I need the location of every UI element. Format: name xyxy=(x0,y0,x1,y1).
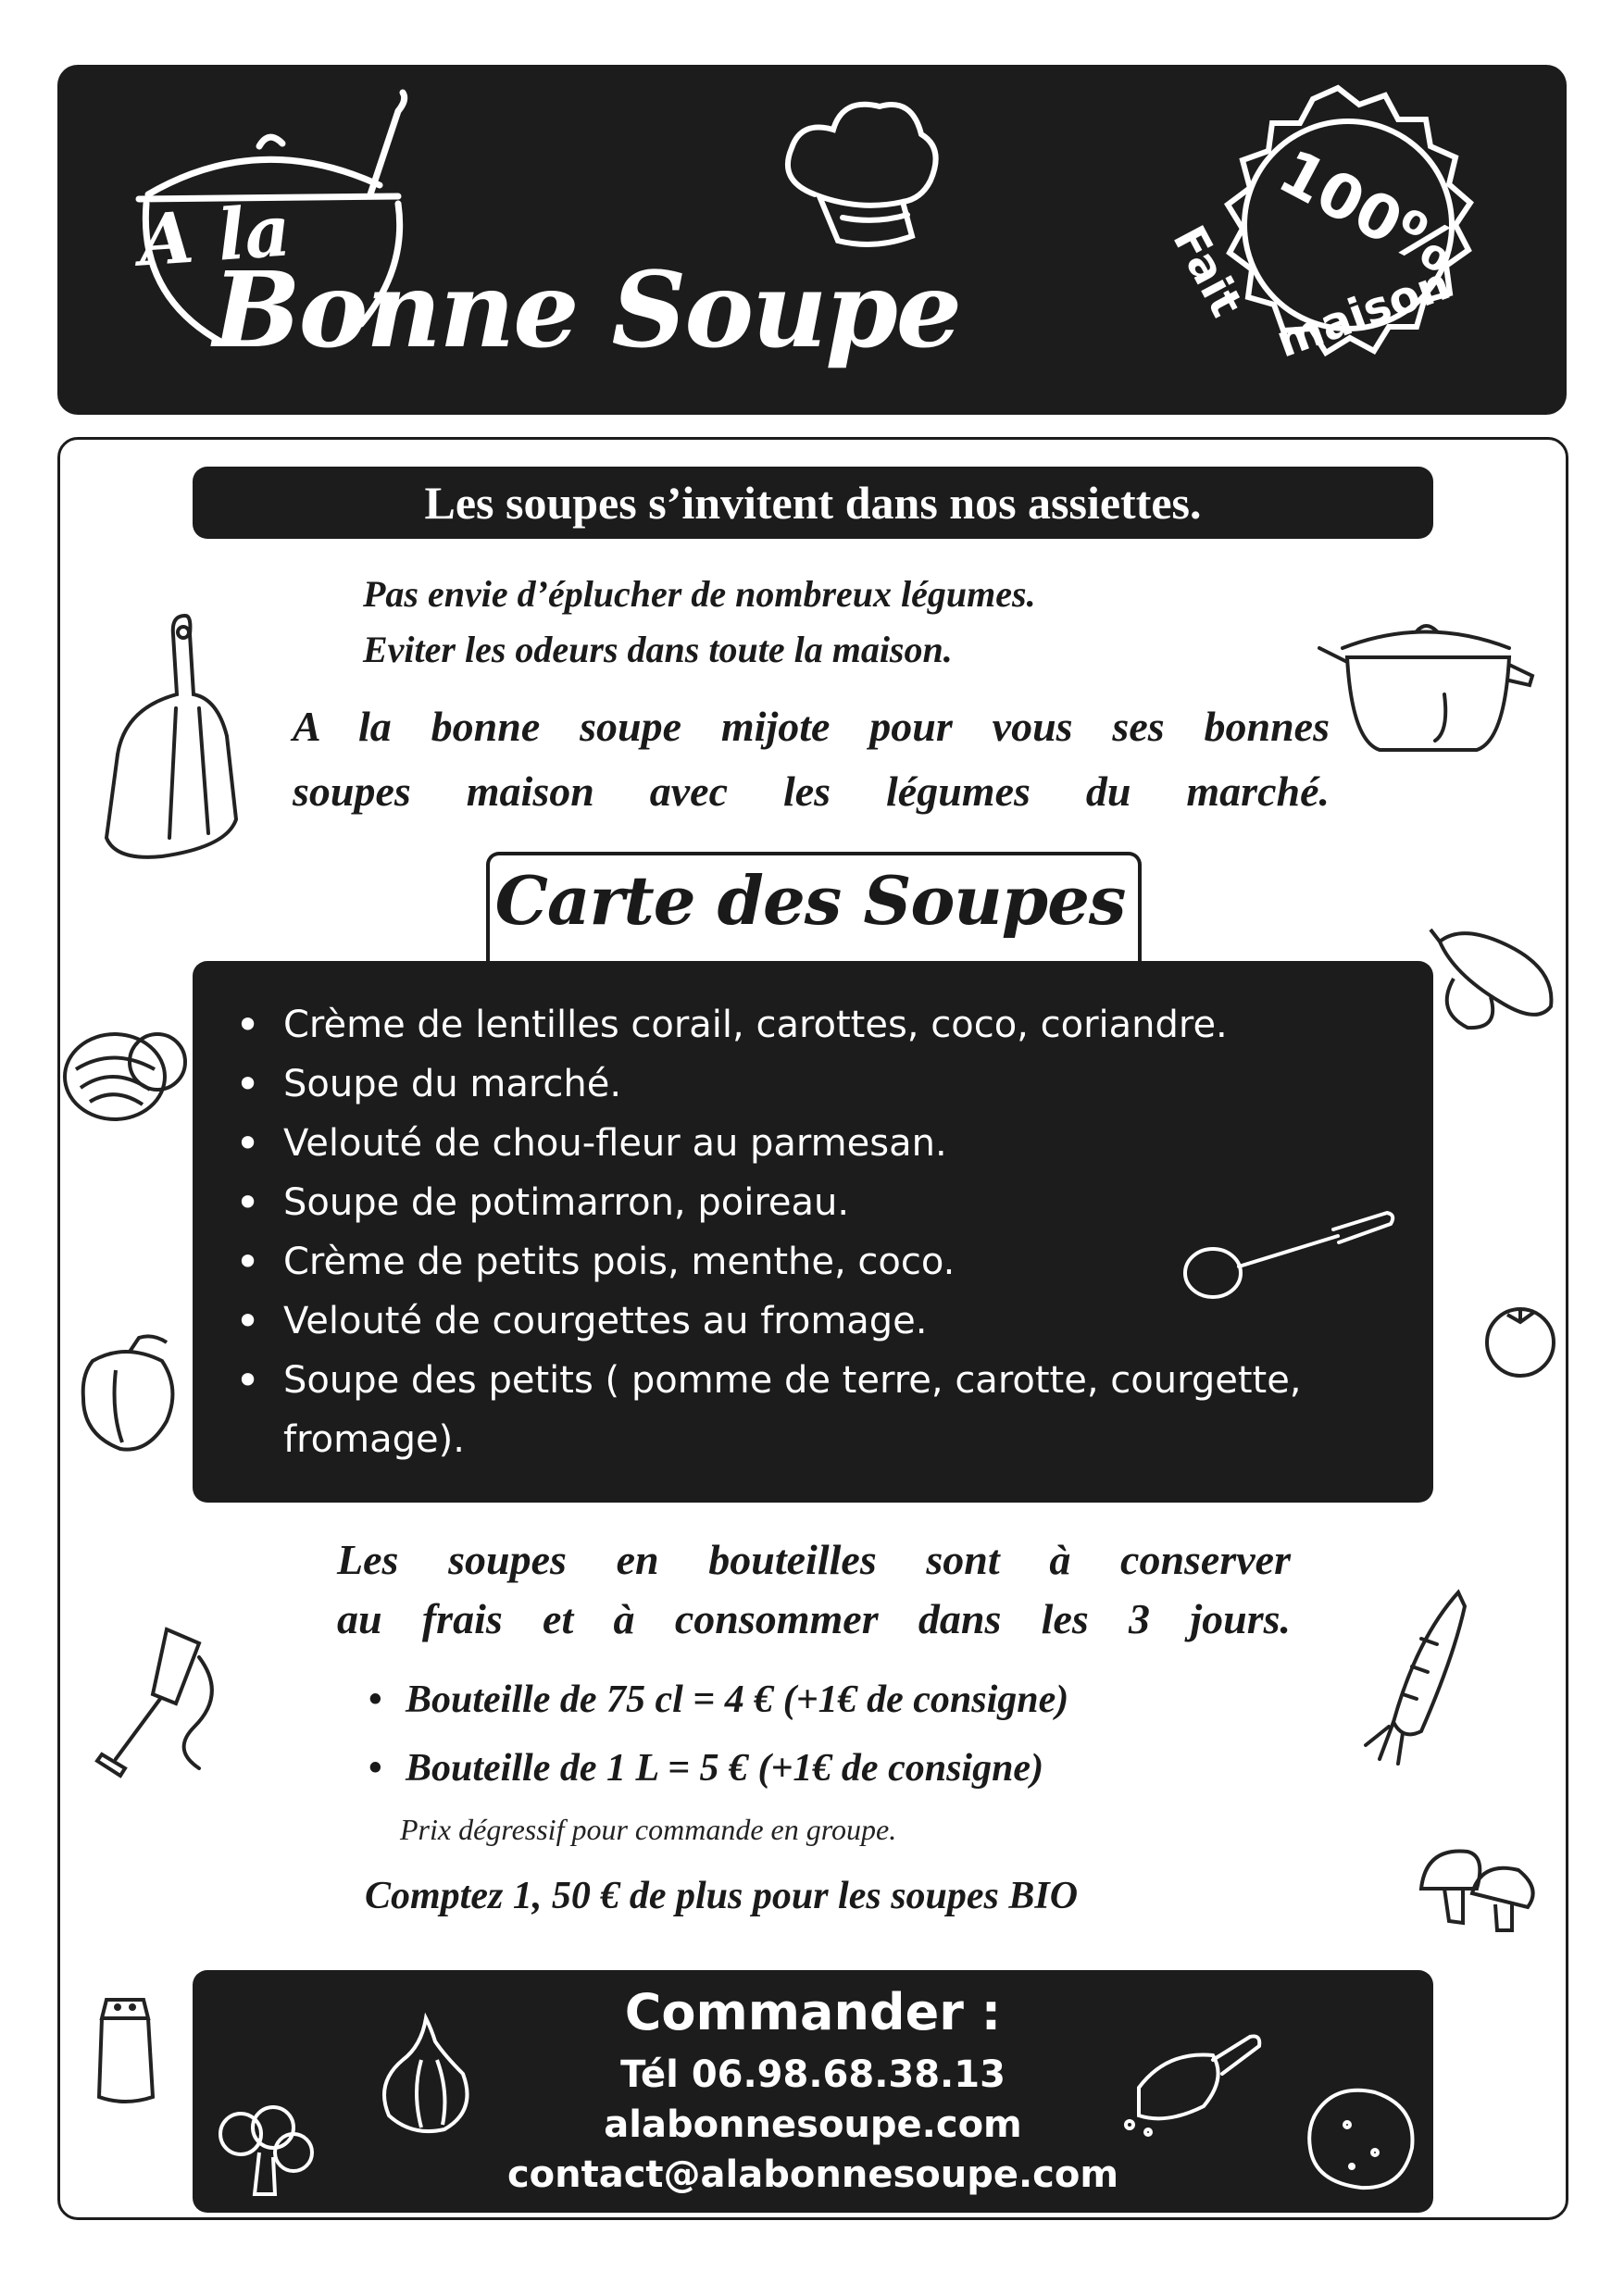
cooking-pot-icon xyxy=(1315,611,1537,759)
stamp-maison-text: maison xyxy=(1269,257,1457,368)
price-note: Prix dégressif pour commande en groupe. xyxy=(400,1813,897,1846)
intro-line-1: Pas envie d’éplucher de nombreux légumes. xyxy=(363,573,1036,615)
pitch-line-2: soupes maison avec les légumes du marché. xyxy=(293,767,1330,815)
price-1l xyxy=(369,1746,1043,1791)
mushroom-icon xyxy=(1412,1838,1542,1940)
broccoli-icon xyxy=(208,2102,319,2203)
tomato-icon xyxy=(1480,1296,1563,1379)
carrot-icon xyxy=(1361,1583,1481,1768)
menu-item: • Crème de petits pois, menthe, coco. xyxy=(231,1232,1407,1292)
menu-title: Carte des Soupes xyxy=(494,861,1126,940)
onion-icon xyxy=(57,1014,196,1134)
garlic-icon xyxy=(370,2009,481,2139)
eggplant-icon xyxy=(1426,918,1565,1039)
order-email-link[interactable]: contact@alabonnesoupe.com xyxy=(506,2153,1119,2196)
price-75cl-text: Bouteille de 75 cl = 4 € (+1€ de consigne) xyxy=(406,1678,1069,1721)
stamp-percent-text: 100% xyxy=(1267,135,1468,288)
bell-pepper-icon xyxy=(74,1333,185,1458)
stamp-fait-text: Fait xyxy=(1162,218,1253,326)
logo-text-bonne-soupe: Bonne Soupe xyxy=(213,250,961,371)
price-75cl xyxy=(369,1678,1068,1722)
price-1l-text: Bouteille de 1 L = 5 € (+1€ de consigne) xyxy=(406,1747,1044,1790)
menu-item: • Velouté de chou-fleur au parmesan. xyxy=(231,1114,1407,1173)
logo-text-a-la: A la xyxy=(136,189,294,282)
spice-scoop-icon xyxy=(1111,2023,1268,2143)
hand-blender-icon xyxy=(88,1620,236,1778)
pitch-line-1: A la bonne soupe mijote pour vous ses bonnes xyxy=(293,703,1330,750)
potato-icon xyxy=(1296,2078,1426,2199)
bio-note: Comptez 1, 50 € de plus pour les soupes BIO xyxy=(365,1875,1079,1917)
tagline-banner: Les soupes s’invitent dans nos assiettes. xyxy=(193,467,1433,539)
order-title: Commander : xyxy=(624,1983,1002,2041)
bottle-info-line-1: Les soupes en bouteilles sont à conserver xyxy=(337,1536,1291,1583)
intro-line-2: Eviter les odeurs dans toute la maison. xyxy=(363,629,953,670)
menu-item: • Crème de lentilles corail, carottes, coco, coriandre. xyxy=(231,995,1407,1054)
bottle-info-line-2: au frais et à consommer dans les 3 jours. xyxy=(337,1595,1291,1642)
ladle-icon xyxy=(1176,1194,1398,1315)
menu-item: • Soupe des petits ( pomme de terre, carotte, courgette, fromage). xyxy=(231,1351,1407,1469)
cutting-board-icon xyxy=(97,606,250,866)
menu-item: • Soupe de potimarron, poireau. xyxy=(231,1173,1407,1232)
menu-item: • Soupe du marché. xyxy=(231,1054,1407,1114)
order-phone[interactable]: Tél 06.98.68.38.13 xyxy=(620,2053,1006,2096)
order-website-link[interactable]: alabonnesoupe.com xyxy=(604,2103,1022,2146)
menu-item: • Velouté de courgettes au fromage. xyxy=(231,1292,1407,1351)
bullet: • xyxy=(369,1747,382,1790)
chef-hat-icon xyxy=(773,93,949,255)
salt-shaker-icon xyxy=(88,1990,162,2111)
bullet: • xyxy=(369,1678,382,1721)
